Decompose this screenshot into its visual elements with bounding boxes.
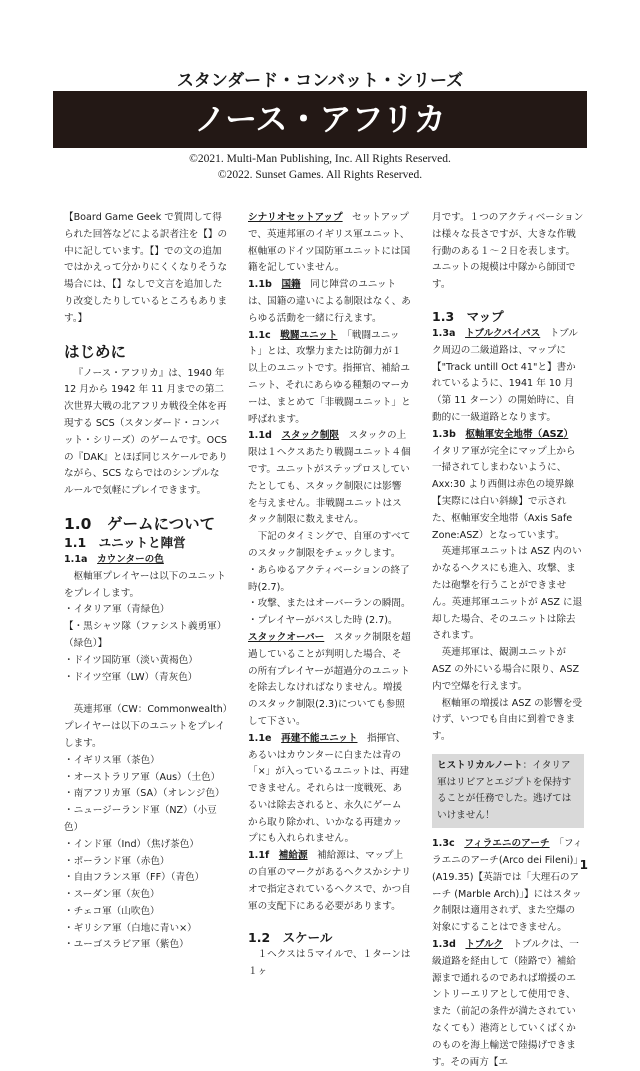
translator-note: 【Board Game Geek で質問して得られた回答などによる訳者注を【】の中に記しています。【】での文の追加ではかえって分かりにくくなりそうな場合には、【】なしで文言を追加したり改変したりしているところもあります。】	[64, 212, 228, 324]
asz-text-2: 英連邦軍は、観測ユニットが ASZ の外にいる場合に限り、ASZ 内で空爆を行えます。	[432, 647, 580, 692]
rule-1-1f: 1.1f 補給源 補給源は、マップ上の自軍のマークがあるヘクスかシナリオで指定されているヘクスで、かつ自軍の支配下にある必要があります。	[248, 850, 411, 912]
rule-1-1e: 1.1e 再建不能ユニット 指揮官、あるいはカウンターに白または青の「×」が入っているユニットは、再建できません。それらは一度戦死、あるいは除去されると、永久にゲームから取り除かれ、いかなる再建カップにも入れられません。	[248, 732, 410, 845]
asz-text-1: 英連邦軍ユニットは ASZ 内のいかなるヘクスにも進入、攻撃、または砲撃を行うことができません。英連邦軍ユニットが ASZ に退却した場合、そのユニットは除去されます。	[432, 546, 583, 642]
list-item: ・ドイツ国防軍（淡い黄褐色）	[64, 654, 198, 666]
rule-1-3b: 1.3b 枢軸軍安全地帯（ASZ） イタリア軍が完全にマップ上から一掃されてしまわないように、Axx:30 より西側は赤色の境界線【実際には白い斜線】で示された、枢軸軍安全地帯（Axis Safe Zone:ASZ）となっています。	[432, 428, 578, 541]
rule-1-3a: 1.3a トブルクバイパス トブルク周辺の二級道路は、マップに【"Track untill Oct 41"と】書かれているように、1941 年 10 月（第 11 ターン）の開始時に、自動的に一級道路となります。	[432, 327, 578, 423]
page-number: 1	[579, 858, 588, 872]
list-item: ・ニュージーランド軍（NZ）（小豆色）	[64, 805, 217, 833]
rule-1-1a: 1.1a カウンターの色	[64, 553, 164, 565]
heading-introduction: はじめに	[64, 342, 127, 361]
scale-continued: 月です。１つのアクティベーションは様々な長さですが、大きな作戦行動のある１～２日を表します。ユニットの規模は中隊から師団です。	[432, 212, 584, 291]
list-item: ・あらゆるアクティベーションの終了時(2.7)。	[248, 564, 410, 593]
series-title: スタンダード・コンバット・シリーズ	[176, 71, 464, 91]
list-item: ・イタリア軍（青緑色）	[64, 604, 170, 616]
list-item: ・プレイヤーがパスした時 (2.7)。	[248, 615, 398, 627]
rule-1-3c: 1.3c フィラエニのアーチ 「フィラエニのアーチ(Arco dei Fileni)」(A19.35)【英語では「大理石のアーチ (Marble Arch)」】にはスタック制限は適用されず、また空爆の対象にすることはできません。	[432, 838, 583, 934]
list-item: ・チェコ軍（山吹色）	[64, 905, 160, 917]
rule-1-1b: 1.1b 国籍 同じ陣営のユニットは、国籍の違いによる制限はなく、あらゆる活動を一緒に行えます。	[248, 279, 411, 324]
allied-text: 英連邦軍（CW：Commonwealth）プレイヤーは以下のユニットをプレイします。	[64, 704, 228, 749]
column-1	[64, 210, 228, 954]
list-item: ・イギリス軍（茶色）	[64, 754, 160, 766]
list-item: ・ドイツ空軍（LW）（青灰色）	[64, 671, 198, 683]
rule-1-1d: 1.1d スタック制限 スタックの上限は１ヘクスあたり戦闘ユニット４個です。ユニットがステップロスしていたとしても、スタック制限には影響を与えません。非戦闘ユニットはスタック制限に数えません。	[248, 430, 411, 526]
heading-1-2: 1.2 スケール	[248, 930, 333, 946]
column-3	[432, 210, 584, 1071]
rule-1-1c: 1.1c 戦闘ユニット 「戦闘ユニット」とは、攻撃力または防御力が１以上のユニットです。指揮官、補給ユニット、それにあらゆる種類のマーカーは、まとめて「非戦闘ユニット」と呼ばれます。	[248, 329, 411, 425]
asz-text-3: 枢軸軍の増援は ASZ の影響を受けず、いつでも自由に到着できます。	[432, 697, 583, 743]
list-item: ・オーストラリア軍（Aus）（土色）	[64, 771, 221, 783]
allied-unit-list	[64, 753, 228, 955]
list-item: ・自由フランス軍（FF）（青色）	[64, 872, 205, 884]
list-item: ・攻撃、またはオーバーランの瞬間。	[248, 598, 411, 610]
heading-1-1: 1.1 ユニットと陣営	[64, 534, 186, 550]
list-item: 【・黒シャツ隊（ファシスト義勇軍）（緑色）】	[64, 621, 227, 649]
scenario-setup: シナリオセットアップ セットアップで、英連邦軍のイギリス軍ユニット、枢軸軍のドイツ国防軍ユニットには国籍を記していません。	[248, 212, 411, 274]
copyright-mmp: ©2021. Multi-Man Publishing, Inc. All Rights Reserved.	[189, 153, 451, 165]
list-item: ・ユーゴスラビア軍（紫色）	[64, 939, 189, 951]
stack-over: スタックオーバー スタック制限を超過していることが判明した場合、その所有プレイヤーが超過分のユニットを除去しなければなりません。増援のスタック制限(2.3)についても参照して下さい。	[248, 631, 411, 727]
rule-1-3d: 1.3d トブルク トブルクは、一級道路を経由して（陸路で）補給源まで通れるのであれば増援のエントリーエリアとして使用でき、また（前記の条件が満たされていなくても）港湾としていくばくかのものを海上輸送で陸揚げできます。その両方【エ	[432, 939, 579, 1068]
list-item: ・スーダン軍（灰色）	[64, 889, 160, 901]
game-title-banner: ノース・アフリカ	[53, 91, 587, 148]
list-item: ・ギリシア軍（白地に青い×）	[64, 922, 197, 934]
historical-note: ヒストリカルノート：イタリア軍はリビアとエジプトを保持することが任務でした。逃げてはいけません！	[432, 754, 584, 828]
list-item: ・インド軍（Ind）（焦げ茶色）	[64, 838, 199, 850]
column-2	[248, 210, 411, 981]
heading-1-3: 1.3 マップ	[432, 308, 504, 324]
list-item: ・ポーランド軍（赤色）	[64, 855, 170, 867]
scale-text: １ヘクスは５マイルで、１ターンは１ヶ	[248, 949, 411, 978]
copyright-sunset: ©2022. Sunset Games. All Rights Reserved.	[217, 169, 423, 181]
heading-1-0: 1.0 ゲームについて	[64, 514, 216, 533]
list-item: ・南アフリカ軍（SA）（オレンジ色）	[64, 788, 225, 800]
axis-unit-list	[64, 602, 228, 686]
timing-text: 下記のタイミングで、自軍のすべてのスタック制限をチェックします。	[248, 531, 411, 559]
timing-list	[248, 563, 411, 630]
rule-1-1a-text: 枢軸軍プレイヤーは以下のユニットをプレイします。	[64, 570, 226, 599]
introduction-text: 『ノース・アフリカ』は、1940 年 12 月から 1942 年 11 月までの第二次世界大戦の北アフリカ戦役全体を再現する SCS（スタンダード・コンバット・シリーズ）のゲームです。OCS の『DAK』とほぼ同じスケールでありながら、SCS ならではのシンプルなルールで気軽にプレイできます。	[64, 367, 228, 497]
